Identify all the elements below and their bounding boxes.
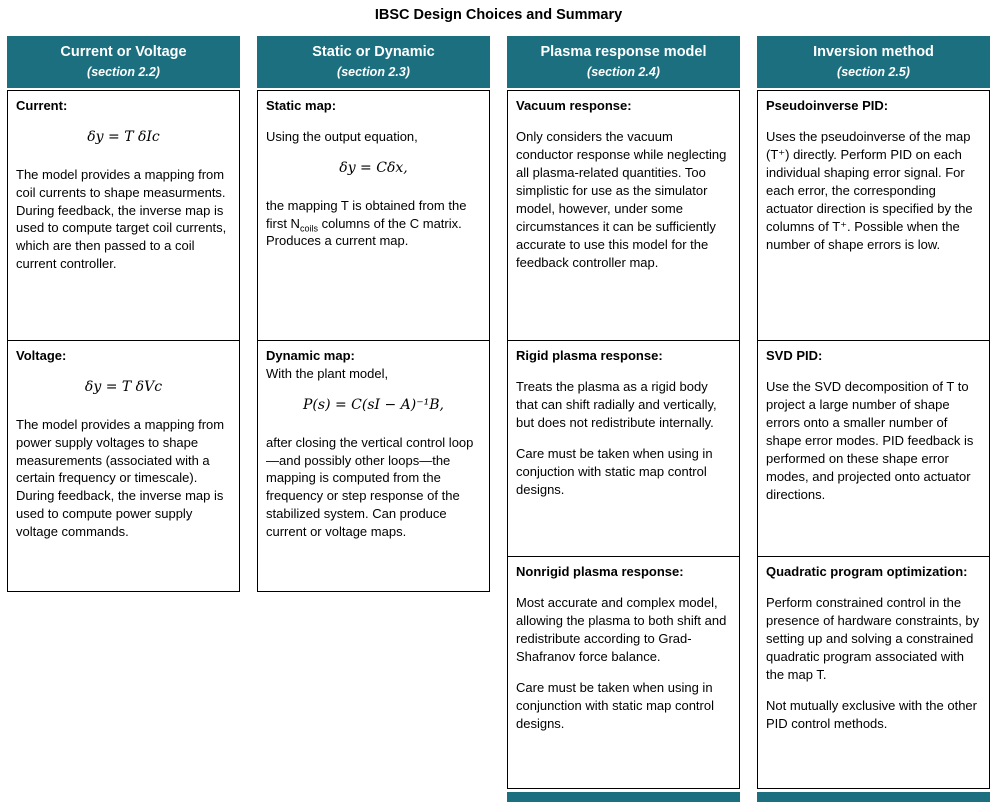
column-4-header [757, 36, 990, 88]
column-2 [257, 36, 490, 592]
column-header-title: Static or Dynamic [312, 44, 435, 60]
cell-label: Rigid plasma response: [516, 348, 663, 364]
equation: P(s) = C(sI − A)⁻¹B, [303, 397, 444, 414]
column-2-header [257, 36, 490, 88]
column-header-section: (section 2.4) [587, 65, 660, 80]
table-cell [507, 340, 740, 557]
cell-paragraph: The model provides a mapping from power supply voltages to shape measurements (associated with a certain frequency or timescale). During feedback, the inverse map is used to compute power supply voltage commands. [16, 416, 225, 540]
column-header-section: (section 2.3) [337, 65, 410, 80]
cell-paragraph: Not mutually exclusive with the other PID control methods. [766, 698, 977, 731]
table-cell [757, 556, 990, 789]
cell-label: Voltage: [16, 348, 67, 364]
text-segment: columns of the C matrix. Produces a current map. [266, 215, 462, 249]
cell-paragraph: Uses the pseudoinverse of the map (T⁺) directly. Perform PID on each individual shaping error signal. For each error, the corresponding actuator direction is specified by the columns of T⁺. Possible when the number of shape errors is low. [766, 129, 973, 252]
column-header-title: Inversion method [813, 44, 934, 60]
column-3-header [507, 36, 740, 88]
cell-paragraph: Care must be taken when using in conjuction with static map control designs. [516, 446, 713, 498]
equation: δy = T δIc [87, 129, 160, 146]
choices-table [0, 36, 997, 802]
column-header-section: (section 2.5) [837, 65, 910, 80]
table-cell [7, 340, 240, 592]
cell-paragraph: after closing the vertical control loop—and possibly other loops—the mapping is computed from the frequency or step response of the stabilized system. Can produce current or voltage maps. [266, 434, 474, 540]
text-segment: the mapping T is obtained from the first N [266, 197, 467, 231]
table-cell [757, 340, 990, 557]
next-row-header-strip [757, 792, 990, 802]
table-cell [257, 90, 490, 341]
cell-paragraph: Care must be taken when using in conjunction with static map control designs. [516, 680, 714, 731]
cell-paragraph: Most accurate and complex model, allowing the plasma to both shift and redistribute according to Grad-Shafranov force balance. [516, 595, 727, 665]
cell-label: Static map: [266, 98, 337, 114]
column-1-header [7, 36, 240, 88]
cell-label: Nonrigid plasma response: [516, 564, 684, 580]
table-cell [757, 90, 990, 341]
cell-label: Current: [16, 98, 68, 114]
column-3 [507, 36, 740, 802]
cell-paragraph: Perform constrained control in the presence of hardware constraints, by setting up and solving a constrained quadratic program associated with the map T. [766, 595, 980, 683]
cell-label: Pseudoinverse PID: [766, 98, 889, 114]
text-segment: coils [299, 223, 318, 234]
cell-paragraph: The model provides a mapping from coil currents to shape measurments. During feedback, the inverse map is used to compute target coil currents, which are then passed to a coil current controller. [16, 166, 227, 272]
cell-paragraph [266, 197, 481, 251]
table-cell [507, 90, 740, 341]
cell-label: Dynamic map: [266, 348, 355, 364]
cell-paragraph: Treats the plasma as a rigid body that can shift radially and vertically, but does not redistribute internally. [516, 379, 717, 431]
cell-label: Quadratic program optimization: [766, 564, 968, 580]
column-header-title: Current or Voltage [60, 44, 187, 60]
column-1 [7, 36, 240, 592]
equation: δy = Cδx, [339, 160, 408, 177]
equation: δy = T δVc [84, 379, 163, 396]
column-header-section: (section 2.2) [87, 65, 160, 80]
cell-label: Vacuum response: [516, 98, 632, 114]
cell-paragraph: With the plant model, [266, 366, 389, 382]
cell-paragraph: Using the output equation, [266, 129, 418, 145]
cell-paragraph: Only considers the vacuum conductor response while neglecting all plasma-related quantities. Too simplistic for use as the simulator model, however, under some circumstances it can be sufficiently accurate to use this model for the feedback controller map. [516, 129, 727, 270]
table-cell [7, 90, 240, 341]
column-header-title: Plasma response model [540, 44, 707, 60]
page-title: IBSC Design Choices and Summary [374, 7, 623, 23]
cell-label: SVD PID: [766, 348, 823, 364]
cell-paragraph: Use the SVD decomposition of T to project a large number of shape errors onto a smaller number of shape error modes. PID feedback is performed on these shape error modes, and projected onto actuator directions. [766, 379, 974, 502]
next-row-header-strip [507, 792, 740, 802]
table-cell [257, 340, 490, 592]
table-cell [507, 556, 740, 789]
column-4 [757, 36, 990, 802]
